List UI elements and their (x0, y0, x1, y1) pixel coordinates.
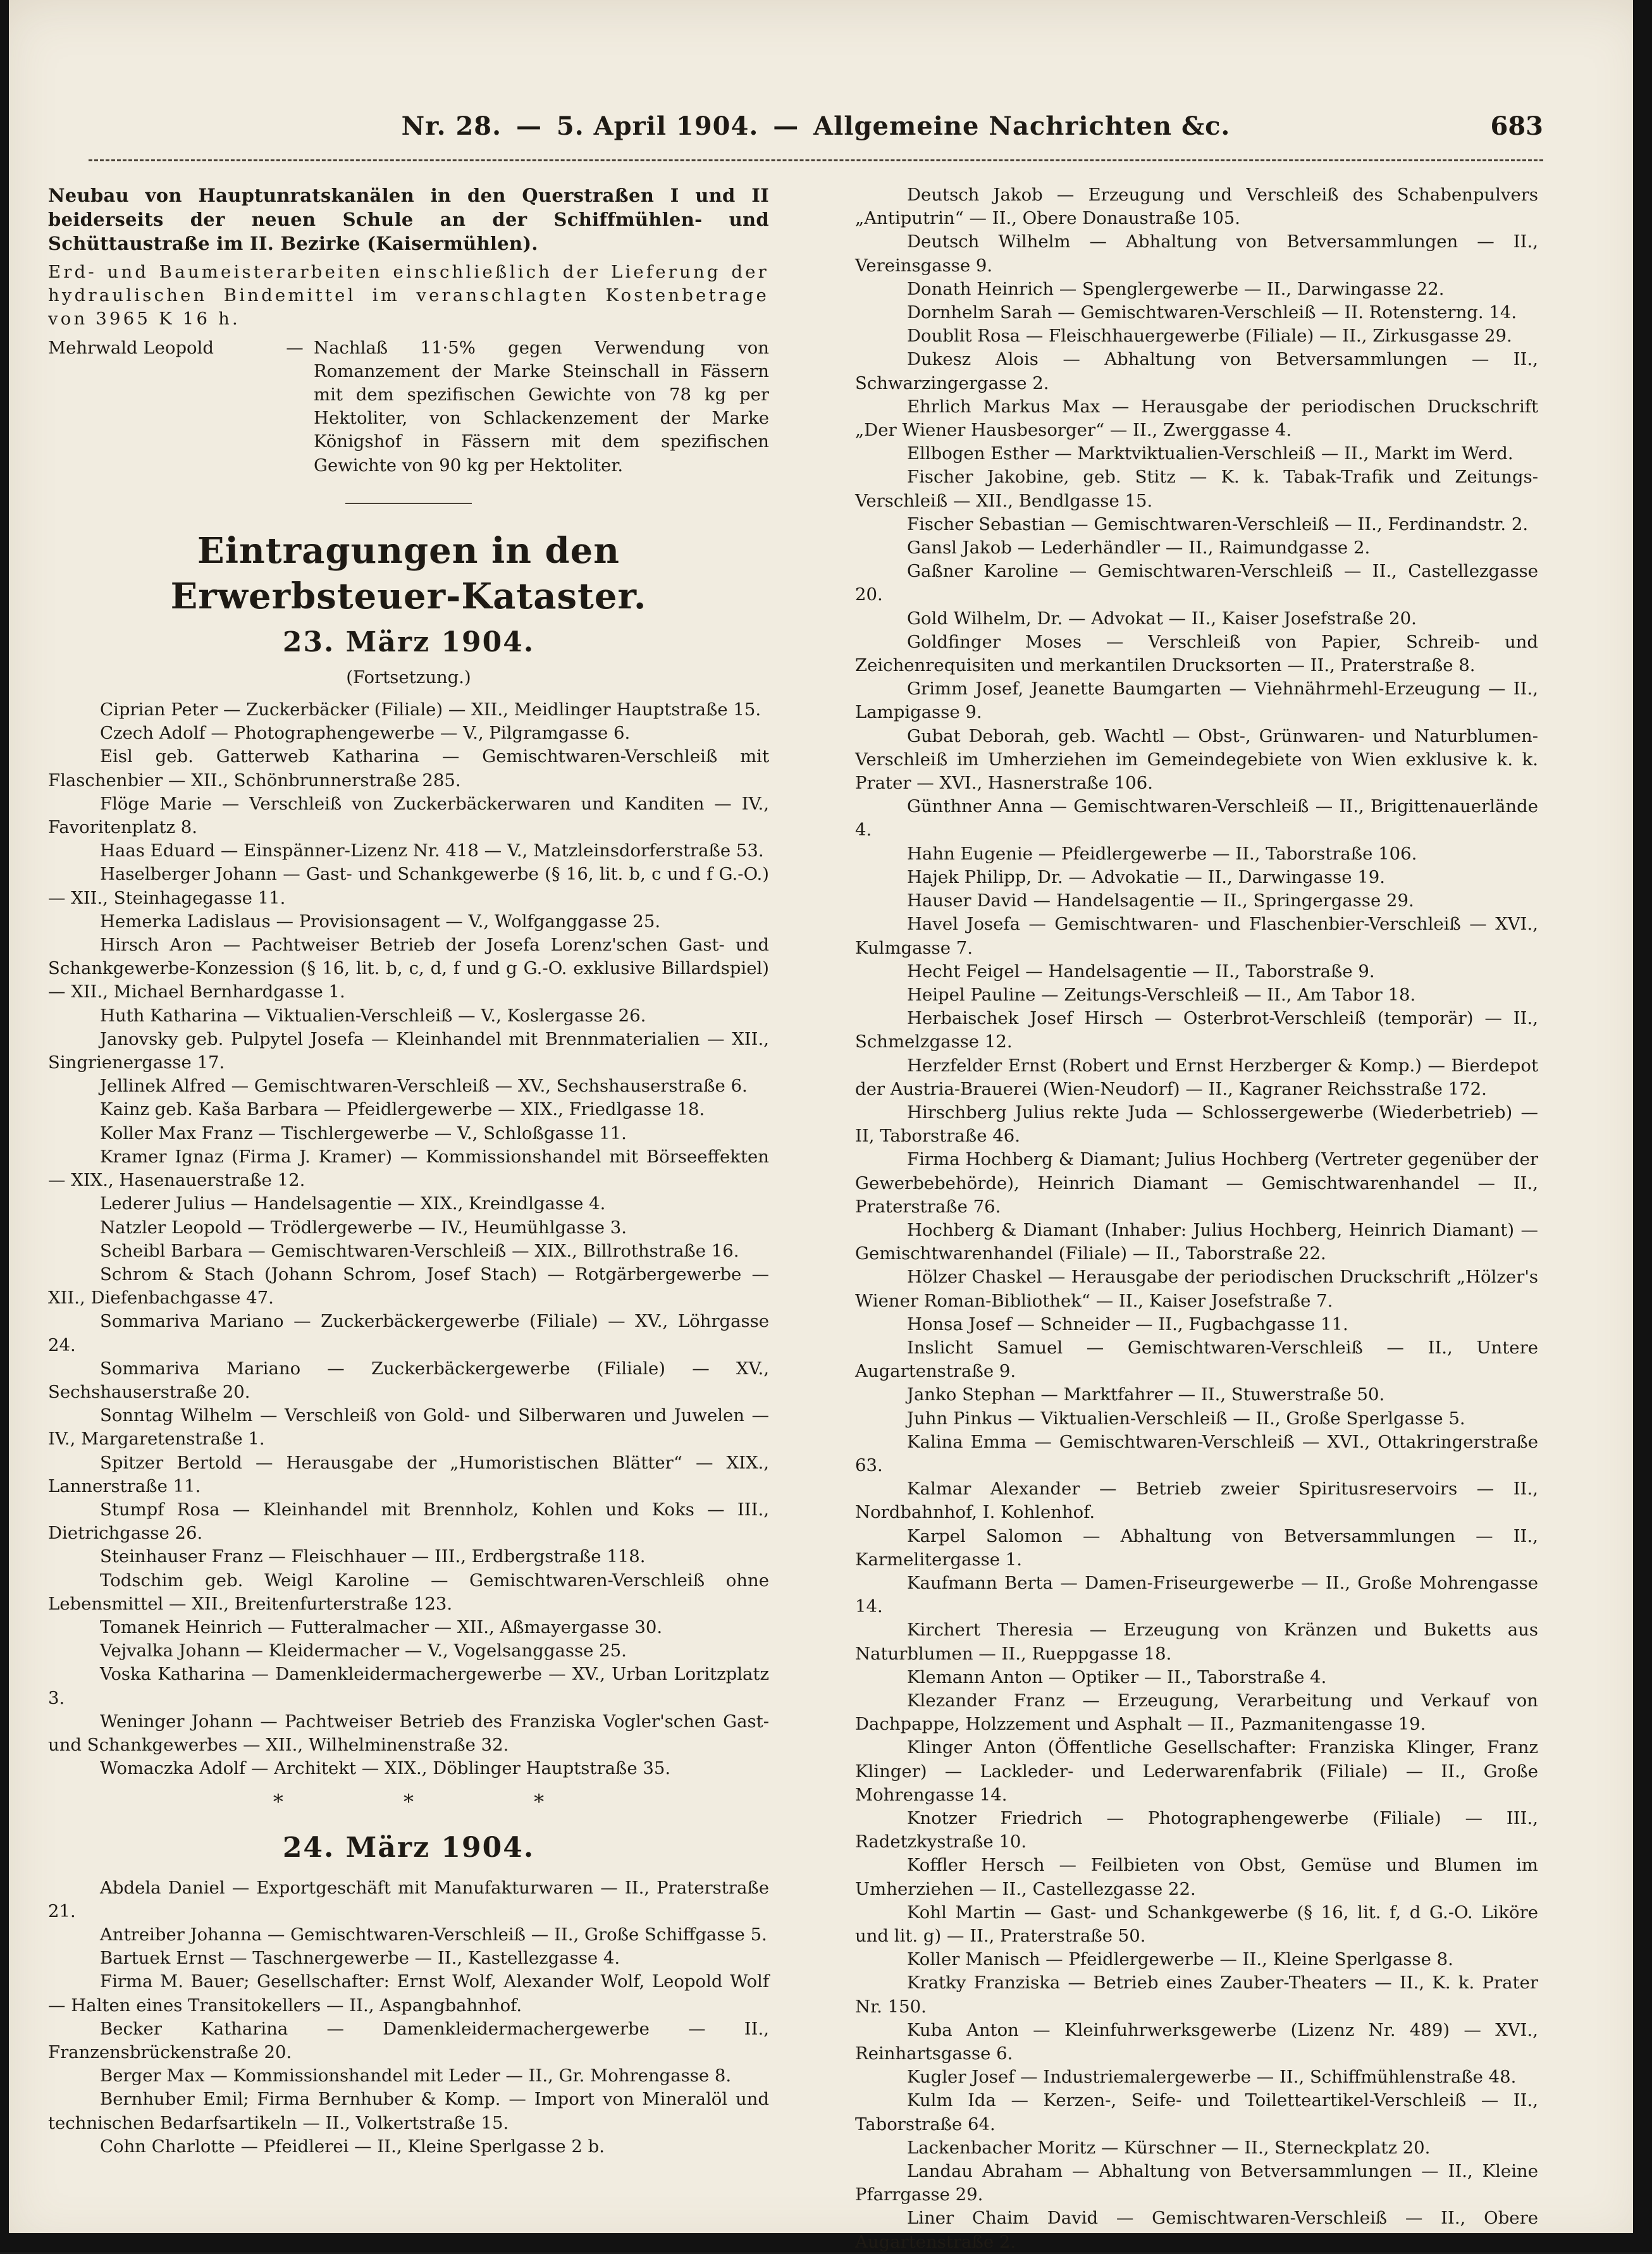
register-entry: Dornhelm Sarah — Gemischtwaren-Verschleiß — II. Rotensterng. 14. (907, 302, 1517, 323)
header-rule (89, 159, 1543, 161)
register-entry: Ehrlich Markus Max — Herausgabe der periodischen Druckschrift „Der Wiener Hausbesorger“ — II., Zwerggasse 4. (855, 396, 1538, 441)
register-entry: Liner Chaim David — Gemischtwaren-Verschleiß — II., Obere Augartenstraße 2. (855, 2208, 1538, 2252)
bidder-name: Mehrwald Leopold (48, 337, 214, 358)
register-entry: Abdela Daniel — Exportgeschäft mit Manufakturwaren — II., Praterstraße 21. (48, 1877, 769, 1921)
register-entry: Janko Stephan — Marktfahrer — II., Stuwerstraße 50. (907, 1384, 1385, 1405)
date-heading: 24. März 1904. (282, 1831, 535, 1864)
bid-detail: Nachlaß 11·5% gegen Verwendung von Romanzement der Marke Steinschall in Fässern mit dem spezifischen Gewichte von 78 kg per Hektoliter, von Schlackenzement der Marke Königshof in Fässern mit dem spezifischen Gewichte von 90 kg per Hektoliter. (314, 337, 769, 476)
tender-works: Erd- und Baumeisterarbeiten einschließlich der Lieferung der hydraulischen Bindemittel im veranschlagten Kostenbetrage von 3965 K 16 h. (48, 262, 769, 329)
register-entry: Eisl geb. Gatterweb Katharina — Gemischtwaren-Verschleiß mit Flaschenbier — XII., Schönbrunnerstraße 285. (48, 746, 769, 791)
register-entry: Koffler Hersch — Feilbieten von Obst, Gemüse und Blumen im Umherziehen — II., Castellezgasse 22. (855, 1855, 1538, 1899)
header-separator: — (773, 111, 799, 141)
register-entry: Todschim geb. Weigl Karoline — Gemischtwaren-Verschleiß ohne Lebensmittel — XII., Breitenfurterstraße 123. (48, 1570, 769, 1614)
register-entry: Deutsch Jakob — Erzeugung und Verschleiß des Schabenpulvers „Antiputrin“ — II., Obere Donaustraße 105. (855, 185, 1538, 229)
register-entry: Hochberg & Diamant (Inhaber: Julius Hochberg, Heinrich Diamant) — Gemischtwarenhandel (Filiale) — II., Taborstraße 22. (855, 1219, 1538, 1264)
register-entry: Landau Abraham — Abhaltung von Betversammlungen — II., Kleine Pfarrgasse 29. (855, 2161, 1538, 2205)
register-entry: Sonntag Wilhelm — Verschleiß von Gold- und Silberwaren und Juwelen — IV., Margaretenstraße 1. (48, 1405, 769, 1450)
register-entry: Koller Manisch — Pfeidlergewerbe — II., Kleine Sperlgasse 8. (907, 1949, 1453, 1970)
register-entry: Kainz geb. Kaša Barbara — Pfeidlergewerbe — XIX., Friedlgasse 18. (100, 1099, 705, 1120)
register-entry: Kalina Emma — Gemischtwaren-Verschleiß — XVI., Ottakringerstraße 63. (855, 1431, 1538, 1475)
register-entry: Grimm Josef, Jeanette Baumgarten — Viehnährmehl-Erzeugung — II., Lampigasse 9. (855, 679, 1538, 723)
register-entry: Kugler Josef — Industriemalergewerbe — II., Schiffmühlenstraße 48. (907, 2067, 1517, 2088)
register-entry: Knotzer Friedrich — Photographengewerbe (Filiale) — III., Radetzkystraße 10. (855, 1808, 1538, 1852)
register-entry: Hecht Feigel — Handelsagentie — II., Taborstraße 9. (907, 961, 1375, 982)
register-entry: Flöge Marie — Verschleiß von Zuckerbäckerwaren und Kanditen — IV., Favoritenplatz 8. (48, 793, 769, 838)
register-entry: Hahn Eugenie — Pfeidlergewerbe — II., Taborstraße 106. (907, 843, 1417, 864)
register-entry: Hajek Philipp, Dr. — Advokatie — II., Darwingasse 19. (907, 866, 1386, 887)
register-entry: Huth Katharina — Viktualien-Verschleiß — V., Koslergasse 26. (100, 1005, 646, 1026)
register-entry: Deutsch Wilhelm — Abhaltung von Betversammlungen — II., Vereinsgasse 9. (855, 231, 1538, 276)
register-entry: Günthner Anna — Gemischtwaren-Verschleiß — II., Brigittenauerlände 4. (855, 796, 1538, 841)
tender-title: Neubau von Hauptunratskanälen in den Querstraßen I und II beiderseits der neuen Schule an der Schiffmühlen- und Schüttaustraße im II. Bezirke (Kaisermühlen). (48, 185, 769, 254)
register-entry: Kalmar Alexander — Betrieb zweier Spiritusreservoirs — II., Nordbahnhof, I. Kohlenhof. (855, 1479, 1538, 1523)
register-entry: Kaufmann Berta — Damen-Friseurgewerbe — II., Große Mohrengasse 14. (855, 1572, 1538, 1617)
register-entry: Sommariva Mariano — Zuckerbäckergewerbe (Filiale) — XV., Sechshauserstraße 20. (48, 1358, 769, 1402)
register-entry: Cohn Charlotte — Pfeidlerei — II., Kleine Sperlgasse 2 b. (100, 2136, 605, 2157)
register-entry: Honsa Josef — Schneider — II., Fugbachgasse 11. (907, 1314, 1348, 1334)
register-entry: Hauser David — Handelsagentie — II., Springergasse 29. (907, 890, 1414, 911)
issue-number: Nr. 28. (401, 111, 502, 141)
register-entry: Hölzer Chaskel — Herausgabe der periodischen Druckschrift „Hölzer's Wiener Roman-Bibliothek“ — II., Kaiser Josefstraße 7. (855, 1267, 1538, 1311)
register-entry: Kohl Martin — Gast- und Schankgewerbe (§ 16, lit. f, d G.-O. Liköre und lit. g) — II., Praterstraße 50. (855, 1902, 1538, 1947)
register-entry: Kramer Ignaz (Firma J. Kramer) — Kommissionshandel mit Börseeffekten — XIX., Hasenauerstraße 12. (48, 1146, 769, 1191)
register-entry: Kirchert Theresia — Erzeugung von Kränzen und Buketts aus Naturblumen — II., Rueppgasse 18. (855, 1620, 1538, 1664)
section-name: Allgemeine Nachrichten &c. (813, 111, 1231, 141)
register-entry: Herbaischek Josef Hirsch — Osterbrot-Verschleiß (temporär) — II., Schmelzgasse 12. (855, 1008, 1538, 1052)
register-entry: Lederer Julius — Handelsagentie — XIX., Kreindlgasse 4. (100, 1193, 606, 1214)
register-entry: Scheibl Barbara — Gemischtwaren-Verschleiß — XIX., Billrothstraße 16. (100, 1240, 739, 1261)
register-entry: Haas Eduard — Einspänner-Lizenz Nr. 418 — V., Matzleinsdorferstraße 53. (100, 841, 764, 861)
register-entry: Stumpf Rosa — Kleinhandel mit Brennholz, Kohlen und Koks — III., Dietrichgasse 26. (48, 1499, 769, 1544)
register-entry: Klinger Anton (Öffentliche Gesellschafter: Franziska Klinger, Franz Klinger) — Lackleder- und Lederwarenfabrik (Filiale) — II., Große Mohrengasse 14. (855, 1737, 1538, 1805)
register-entries-march-24 (48, 1876, 769, 2159)
register-entry: Kratky Franziska — Betrieb eines Zauber-Theaters — II., K. k. Prater Nr. 150. (855, 1973, 1538, 2017)
register-entry: Donath Heinrich — Spenglergewerbe — II., Darwingasse 22. (907, 278, 1445, 299)
register-entry: Fischer Sebastian — Gemischtwaren-Verschleiß — II., Ferdinandstr. 2. (907, 514, 1529, 534)
tender-bid (48, 336, 769, 477)
register-entry: Becker Katharina — Damenkleidermachergewerbe — II., Franzensbrückenstraße 20. (48, 2018, 769, 2062)
register-entry: Klemann Anton — Optiker — II., Taborstraße 4. (907, 1666, 1327, 1687)
scan-border-left (0, 0, 9, 2252)
register-entry: Klezander Franz — Erzeugung, Verarbeitung und Verkauf von Dachpappe, Holzzement und Asphalt — II., Pazmanitengasse 19. (855, 1690, 1538, 1735)
register-entry: Bernhuber Emil; Firma Bernhuber & Komp. — Import von Mineralöl und technischen Bedarfsartikeln — II., Volkertstraße 15. (48, 2089, 769, 2133)
date-heading: 23. März 1904. (282, 625, 535, 658)
register-entry: Hirschberg Julius rekte Juda — Schlossergewerbe (Wiederbetrieb) — II, Taborstraße 46. (855, 1102, 1538, 1147)
register-entry: Spitzer Bertold — Herausgabe der „Humoristischen Blätter“ — XIX., Lannerstraße 11. (48, 1452, 769, 1496)
register-entry: Karpel Salomon — Abhaltung von Betversammlungen — II., Karmelitergasse 1. (855, 1525, 1538, 1570)
register-entry: Juhn Pinkus — Viktualien-Verschleiß — II., Große Sperlgasse 5. (907, 1408, 1465, 1429)
register-entry: Hirsch Aron — Pachtweiser Betrieb der Josefa Lorenz'schen Gast- und Schankgewerbe-Konzession (§ 16, lit. b, c, d, f und g G.-O. exklusive Billardspiel) — XII., Michael Bernhardgasse 1. (48, 935, 769, 1002)
register-entry: Firma M. Bauer; Gesellschafter: Ernst Wolf, Alexander Wolf, Leopold Wolf — Halten eines Transitokellers — II., Aspangbahnhof. (48, 1971, 769, 2016)
register-entry: Inslicht Samuel — Gemischtwaren-Verschleiß — II., Untere Augartenstraße 9. (855, 1337, 1538, 1382)
register-entry: Lackenbacher Moritz — Kürschner — II., Sterneckplatz 20. (907, 2137, 1431, 2158)
register-entry: Gubat Deborah, geb. Wachtl — Obst-, Grünwaren- und Naturblumen-Verschleiß im Umherziehen im Gemeindegebiete von Wien exklusive k. k. Prater — XVI., Hasnerstraße 106. (855, 725, 1538, 794)
running-head (89, 111, 1543, 141)
register-entry: Koller Max Franz — Tischlergewerbe — V., Schloßgasse 11. (100, 1123, 627, 1143)
register-entry: Haselberger Johann — Gast- und Schankgewerbe (§ 16, lit. b, c und f G.-O.) — XII., Steinhagegasse 11. (48, 864, 769, 908)
register-entry: Gaßner Karoline — Gemischtwaren-Verschleiß — II., Castellezgasse 20. (855, 561, 1538, 605)
register-entry: Vejvalka Johann — Kleidermacher — V., Vogelsanggasse 25. (100, 1641, 627, 1661)
section-title: Eintragungen in den Erwerbsteuer-Kataster. (170, 529, 647, 617)
register-entry: Gold Wilhelm, Dr. — Advokat — II., Kaiser Josefstraße 20. (907, 608, 1417, 629)
register-entry: Havel Josefa — Gemischtwaren- und Flaschenbier-Verschleiß — XVI., Kulmgasse 7. (855, 914, 1538, 958)
register-entry: Kulm Ida — Kerzen-, Seife- und Toiletteartikel-Verschleiß — II., Taborstraße 64. (855, 2090, 1538, 2134)
register-entry: Kuba Anton — Kleinfuhrwerksgewerbe (Lizenz Nr. 489) — XVI., Reinhartsgasse 6. (855, 2019, 1538, 2064)
register-entry: Womaczka Adolf — Architekt — XIX., Döblinger Hauptstraße 35. (100, 1758, 671, 1779)
section-divider (345, 503, 472, 504)
register-entry: Czech Adolf — Photographengewerbe — V., Pilgramgasse 6. (100, 723, 631, 744)
register-entry: Dukesz Alois — Abhaltung von Betversammlungen — II., Schwarzingergasse 2. (855, 349, 1538, 393)
register-entry: Goldfinger Moses — Verschleiß von Papier, Schreib- und Zeichenrequisiten und merkantilen Drucksorten — II., Praterstraße 8. (855, 631, 1538, 676)
register-entry: Steinhauser Franz — Fleischhauer — III., Erdbergstraße 118. (100, 1546, 646, 1567)
register-entry: Firma Hochberg & Diamant; Julius Hochberg (Vertreter gegenüber der Gewerbebehörde), Heinrich Diamant — Gemischtwarenhandel — II., Praterstraße 76. (855, 1149, 1538, 1217)
register-entry: Ciprian Peter — Zuckerbäcker (Filiale) — XII., Meidlinger Hauptstraße 15. (100, 699, 761, 720)
left-column (48, 183, 769, 2220)
register-entry: Tomanek Heinrich — Futteralmacher — XII., Aßmayergasse 30. (100, 1617, 663, 1637)
register-entry: Doublit Rosa — Fleischhauergewerbe (Filiale) — II., Zirkusgasse 29. (907, 326, 1512, 347)
register-entry: Herzfelder Ernst (Robert und Ernst Herzberger & Komp.) — Bierdepot der Austria-Brauerei (Wien-Neudorf) — II., Kagraner Reichsstraße 172. (855, 1055, 1538, 1099)
register-entry: Antreiber Johanna — Gemischtwaren-Verschleiß — II., Große Schiffgasse 5. (100, 1924, 767, 1945)
register-entry: Voska Katharina — Damenkleidermachergewerbe — XV., Urban Loritzplatz 3. (48, 1664, 769, 1708)
scan-border-right (1633, 0, 1652, 2252)
register-entries-march-24-continued (855, 183, 1538, 2254)
page-number: 683 (1490, 111, 1543, 141)
bid-dash: — (286, 337, 304, 358)
tender-notice (48, 183, 769, 256)
register-entry: Weninger Johann — Pachtweiser Betrieb des Franziska Vogler'schen Gast- und Schankgewerbes — XII., Wilhelminenstraße 32. (48, 1711, 769, 1755)
register-entry: Gansl Jakob — Lederhändler — II., Raimundgasse 2. (907, 538, 1371, 558)
issue-date: 5. April 1904. (556, 111, 759, 141)
register-entry: Ellbogen Esther — Marktviktualien-Verschleiß — II., Markt im Werd. (907, 443, 1513, 464)
register-entry: Jellinek Alfred — Gemischtwaren-Verschleiß — XV., Sechshauserstraße 6. (100, 1076, 748, 1097)
register-entry: Bartuek Ernst — Taschnergewerbe — II., Kastellezgasse 4. (100, 1948, 620, 1969)
register-entry: Schrom & Stach (Johann Schrom, Josef Stach) — Rotgärbergewerbe — XII., Diefenbachgasse 47. (48, 1264, 769, 1309)
register-entries-march-23 (48, 698, 769, 1780)
asterism: * * * (273, 1790, 601, 1814)
register-entry: Fischer Jakobine, geb. Stitz — K. k. Tabak-Trafik und Zeitungs-Verschleiß — XII., Bendlgasse 15. (855, 467, 1538, 511)
continuation-note: (Fortsetzung.) (346, 667, 471, 687)
header-separator: — (515, 111, 542, 141)
register-entry: Berger Max — Kommissionshandel mit Leder — II., Gr. Mohrengasse 8. (100, 2066, 732, 2086)
page-header (89, 111, 1543, 149)
register-entry: Heipel Pauline — Zeitungs-Verschleiß — II., Am Tabor 18. (907, 984, 1416, 1005)
right-column (855, 183, 1538, 2252)
register-entry: Janovsky geb. Pulpytel Josefa — Kleinhandel mit Brennmaterialien — XII., Singrienergasse 17. (48, 1028, 769, 1073)
register-entry: Sommariva Mariano — Zuckerbäckergewerbe (Filiale) — XV., Löhrgasse 24. (48, 1311, 769, 1355)
register-entry: Natzler Leopold — Trödlergewerbe — IV., Heumühlgasse 3. (100, 1217, 627, 1238)
register-entry: Hemerka Ladislaus — Provisionsagent — V., Wolfganggasse 25. (100, 911, 661, 932)
